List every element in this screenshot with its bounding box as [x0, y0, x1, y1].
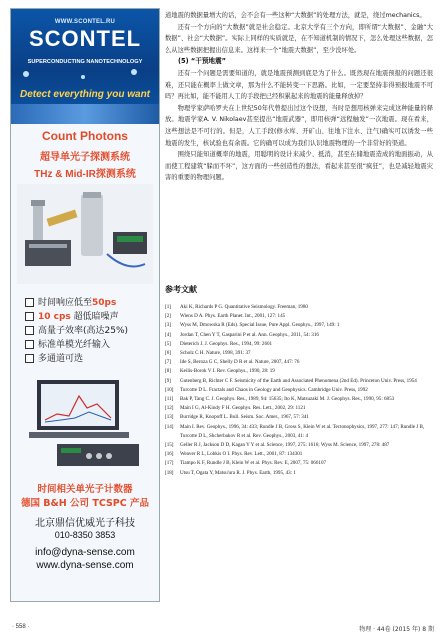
ad-count-title: Count Photons: [42, 129, 128, 143]
ad-company-name: 北京鼎信优威光子科技: [35, 518, 135, 529]
ad-website-link[interactable]: www.dyna-sense.com: [36, 560, 134, 571]
reference-item: [10] Turcotte D L. Fractals and Chaos in Geology and Geophysics. Cambridge Univ. Press, 1992: [165, 386, 368, 393]
ad-thz-title: THz & Mid-IR探测系统: [34, 169, 136, 180]
feature-item: 多通道可选: [25, 351, 155, 365]
checkbox-icon: [25, 326, 34, 335]
ad-product-title: 时间相关单光子计数器: [37, 484, 133, 495]
reference-item: [11] Bak P, Tang C. J. Geophys. Res., 1989, 94: 15635; Ito K, Matsuzaki M. J. Geophys. Res., 1990, 95: 6853: [165, 396, 395, 403]
feature-item: 高量子效率(高达25%): [25, 323, 155, 337]
reference-item: [13] Burridge R, Knopoff L. Bull. Seism. Soc. Amer., 1967, 57: 341: [165, 414, 309, 421]
ad-phone[interactable]: 010-8350 3853: [54, 530, 116, 540]
detector-device-image: [17, 184, 153, 284]
advertisement[interactable]: [10, 8, 160, 602]
feature-item: 时间响应低至50ps: [25, 295, 155, 309]
reference-item: [8] Keilis-Borok V I. Rev. Geophys., 1990, 28: 19: [165, 368, 275, 375]
reference-item: [18] Utsu T, Ogata Y, Matsu'ura R. J. Phys. Earth, 1995, 43: 1: [165, 469, 296, 476]
ad-light-strip: [11, 104, 159, 124]
ad-feature-list: [25, 295, 155, 365]
paragraph: 还有一个问题是需要知道的，就是地震预测到底是为了什么。既然现在地震预报的问题还很难，还只能在概率上做文章，那为什么不能转变一下思路。比如，一定要坚持非得预报地震不可吗？再比如，能不能用人工的手段把已经积累起来的地震的能量释放掉？: [165, 69, 433, 101]
reference-item: [17] Tiampo K F, Rundle J B, Klein W et al. Phys. Rev. E, 2007, 75: 066107: [165, 460, 327, 467]
sparkle-icon: [131, 69, 137, 75]
checkbox-icon: [25, 312, 34, 321]
ad-email-link[interactable]: info@dyna-sense.com: [35, 547, 135, 558]
sparkle-icon: [23, 71, 29, 77]
reference-item: [7] Ide S, Beroza G C, Shelly D R et al. Nature, 2007, 447: 76: [165, 359, 300, 366]
reference-item: [16] Weaver R L, Lobkis O I. Phys. Rev. Lett., 2001, 87: 134301: [165, 451, 303, 458]
ad-banner: [11, 9, 159, 104]
checkbox-icon: [25, 340, 34, 349]
section-heading: (5) “干预地震”: [178, 57, 226, 66]
ad-tagline: SUPERCONDUCTING NANOTECHNOLOGY: [27, 59, 143, 65]
tcspc-equipment-image: [17, 374, 153, 474]
reference-item: [15] Geller R J, Jackson D D, Kagan Y Y et al. Science, 1997, 275: 1616; Wyss M. Science, 1997, 278: 487: [165, 442, 390, 449]
reference-item: [3] Wyss M, Dmowska R (Eds). Special Issue, Pure Appl. Geophys., 1997, 149: 1: [165, 322, 340, 329]
journal-footer: 物理 · 44卷 (2015 年) 8 期: [359, 626, 434, 633]
page-number: · 558 ·: [12, 624, 30, 630]
ad-slogan: Detect everything you want: [19, 89, 151, 100]
references-heading: 参考文献: [165, 285, 197, 294]
ad-product-subtitle: 德国 B&H 公司 TCSPC 产品: [20, 498, 150, 509]
reference-list: [165, 303, 435, 478]
ad-cn-title: 超导单光子探测系统: [40, 152, 130, 163]
reference-item: [1] Aki K, Richards P G. Quantitative Seismology. Freeman, 1980: [165, 304, 308, 310]
reference-item: [4] Jordan T, Chen Y T, Gasparini P et al. Ann. Geophys., 2011, 54: 316: [165, 331, 319, 338]
feature-item: 10 cps 超低暗噪声: [25, 309, 155, 323]
sparkle-icon: [81, 75, 85, 79]
reference-item: [12] Main I G, Al-Kindy F H. Geophys. Res. Lett., 2002, 29: 1121: [165, 405, 306, 412]
reference-item: [9] Gutenberg B, Richter C F. Seismicity of the Earth and Associated Phenomena (2nd Ed). Princeton Univ. Press, 1954: [165, 377, 417, 384]
reference-item: [14] Main I. Rev. Geophys., 1996, 34: 433; Rundle J B, Gross S, Klein W et al. Tectonophysics, 1997, 277: 147; Rundle J B, Turcotte D L, Shcherbakov R et al. Rev. Geophys., 2003, 41: 4: [165, 423, 425, 439]
paragraph: 还有一个方向的“大数据”就是社会稳定。北京大学有三个方向，即所谓“大数据”、金融“大数据”、社会“大数据”。实际上同样的实质就是，在不知道机制的情况下，怎么处理这些数据，怎么从这些数据把握出信息来。这样来一个“地震大数据”，至少没坏处。: [165, 23, 433, 54]
paragraph: 围绕只能知道概率的地震，用聪明的设计来减少、抵消，甚至在储地震造成的地面振动，从而使工程建筑“躲而不坏”，这方面的一些创造性的想法，看起来甚至很“疯狂”，也是减轻地震灾害的重要的物理问题。: [165, 151, 433, 182]
feature-item: 标准单模光纤输入: [25, 337, 155, 351]
reference-item: [2] Wiens D A. Phys. Earth Planet. Int., 2001, 127: 145: [165, 313, 286, 320]
checkbox-icon: [25, 298, 34, 307]
ad-url[interactable]: WWW.SCONTEL.RU: [54, 19, 116, 25]
checkbox-icon: [25, 354, 34, 363]
reference-item: [5] Dieterich J. J. Geophys. Res., 1994, 99: 2601: [165, 340, 273, 347]
paragraph: 道地震的数据量增大的话，会不会有一些这种“大数据”的处理方法，就是，绕过mechanics。: [165, 12, 426, 19]
scontel-logo: SCONTEL: [28, 26, 142, 51]
article-body: [165, 10, 433, 184]
reference-item: [6] Scholz C H. Nature, 1998, 391: 37: [165, 350, 251, 357]
paragraph: 物理学家萨哈罗夫在上世纪50年代曾提出过这个设想，当时是想用核弹来完成这种能量的释放。地震学家A. V. Nikolaev甚至提出“地震武器”，即用核弹“远程触发”一次地震。现在看来，这些想法是不可行的。但是，人工手段(修水库、开矿山、往地下注水、注气)确实可以诱发一些地震的发生，核试验也有余震。它的确可以成为我们认识地震物理的一个非常好的渠道。: [165, 104, 433, 147]
